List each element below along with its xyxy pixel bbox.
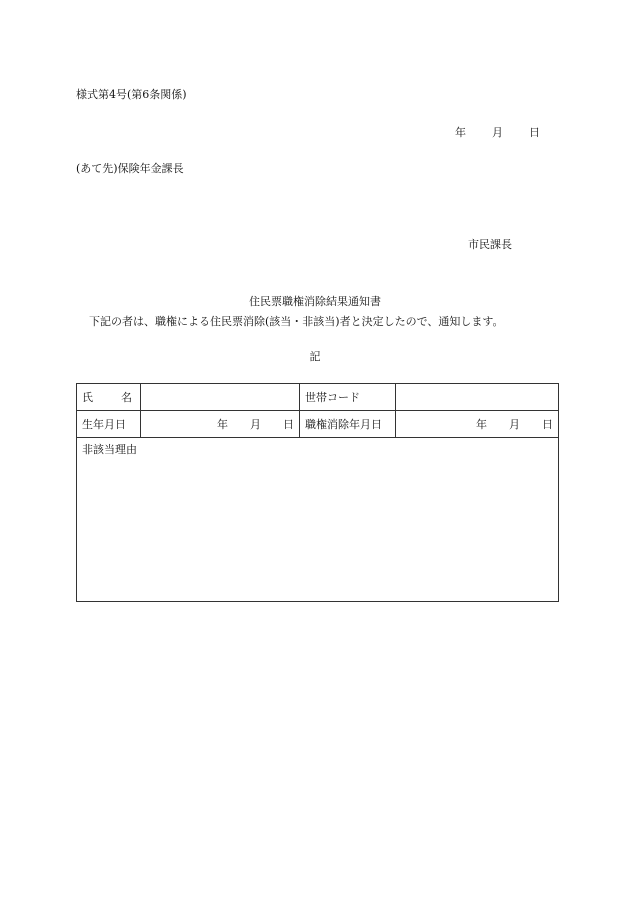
addressee: (あて先)保険年金課長 bbox=[76, 162, 184, 175]
deletion-date-label: 職権消除年月日 bbox=[300, 411, 396, 438]
name-value-field[interactable] bbox=[141, 384, 300, 411]
ki-marker: 記 bbox=[309, 350, 321, 363]
birth-date-month: 月 bbox=[250, 418, 261, 431]
header-date-day: 日 bbox=[529, 126, 540, 139]
name-label-2: 名 bbox=[121, 391, 132, 404]
body-text: 下記の者は、職権による住民票消除(該当・非該当)者と決定したので、通知します。 bbox=[89, 315, 504, 328]
record-table bbox=[76, 383, 559, 602]
name-label-1: 氏 bbox=[82, 391, 93, 404]
birth-date-year: 年 bbox=[217, 418, 228, 431]
document-title: 住民票職権消除結果通知書 bbox=[249, 295, 381, 308]
table-row-dates bbox=[77, 411, 559, 438]
header-date bbox=[455, 124, 540, 140]
deletion-date-month: 月 bbox=[509, 418, 520, 431]
household-code-label: 世帯コード bbox=[300, 384, 396, 411]
household-code-field[interactable] bbox=[396, 384, 559, 411]
reason-label: 非該当理由 bbox=[82, 443, 137, 456]
deletion-date-year: 年 bbox=[476, 418, 487, 431]
deletion-date-day: 日 bbox=[542, 418, 553, 431]
birth-date-label: 生年月日 bbox=[77, 411, 141, 438]
table-row-name bbox=[77, 384, 559, 411]
deletion-date-field[interactable] bbox=[396, 411, 559, 438]
header-date-month: 月 bbox=[492, 126, 503, 139]
table-row-reason bbox=[77, 438, 559, 602]
header-date-year: 年 bbox=[455, 126, 466, 139]
reason-field[interactable] bbox=[77, 438, 559, 602]
sender: 市民課長 bbox=[468, 238, 512, 251]
birth-date-field[interactable] bbox=[141, 411, 300, 438]
form-number: 様式第4号(第6条関係) bbox=[76, 88, 187, 101]
name-label bbox=[77, 384, 141, 411]
birth-date-day: 日 bbox=[283, 418, 294, 431]
